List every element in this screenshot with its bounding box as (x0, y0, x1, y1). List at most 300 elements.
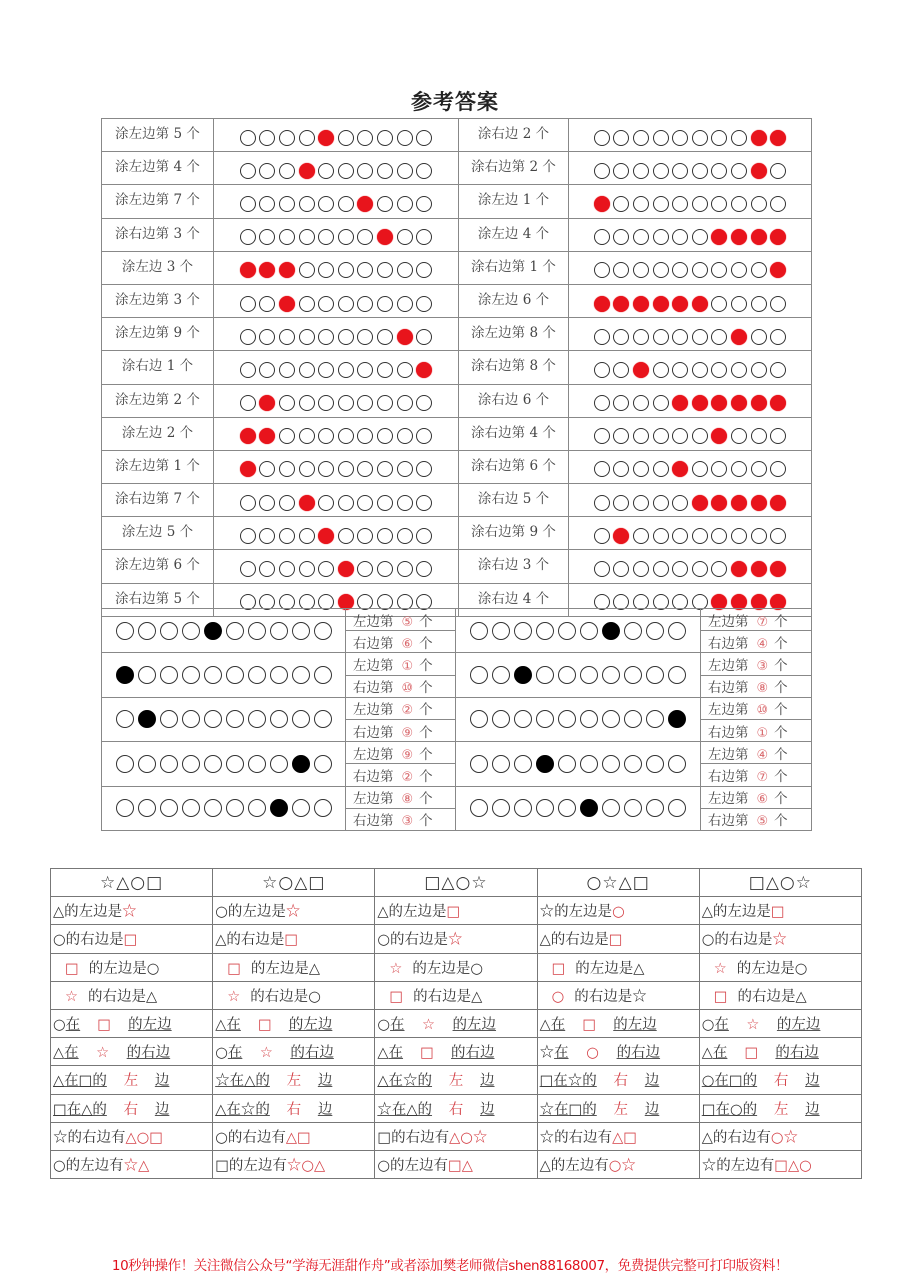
instruction-label: 涂右边 4 个 (459, 583, 569, 616)
filled-black-circle-icon (668, 710, 686, 728)
answer-word: 左 (448, 1073, 464, 1090)
empty-circle-icon (279, 561, 295, 577)
empty-circle-icon (240, 329, 256, 345)
statement-text: △在□的 (53, 1073, 107, 1090)
instruction-label: 涂左边第 5 个 (102, 119, 214, 152)
empty-circle-icon (226, 755, 244, 773)
empty-circle-icon (751, 428, 767, 444)
empty-circle-icon (711, 561, 727, 577)
statement-text: 在 (554, 1045, 569, 1062)
statement-text: 的右边是 (88, 988, 146, 1005)
filled-red-circle-icon (770, 561, 786, 577)
empty-circle-icon (646, 755, 664, 773)
circle-row (456, 786, 701, 830)
position-label (701, 808, 812, 830)
empty-circle-icon (770, 461, 786, 477)
shape-statement (51, 1150, 213, 1178)
empty-circle-icon (279, 461, 295, 477)
empty-circle-icon (116, 710, 134, 728)
statement-text: 的右边 (616, 1045, 661, 1062)
answer-word: 左 (286, 1073, 302, 1090)
instruction-label: 涂右边第 7 个 (102, 484, 214, 517)
shape-statement (213, 1038, 375, 1066)
position-suffix: 个 (774, 791, 788, 808)
empty-circle-icon (731, 461, 747, 477)
filled-red-circle-icon (653, 296, 669, 312)
empty-circle-icon (338, 461, 354, 477)
statement-text: 的左边 (288, 1017, 333, 1034)
empty-circle-icon (377, 461, 393, 477)
answer-word: 右 (613, 1073, 629, 1090)
answer-word: 左 (773, 1101, 789, 1118)
empty-circle-icon (299, 196, 315, 212)
shape-statement (537, 897, 699, 925)
circle-row (214, 351, 459, 384)
empty-circle-icon (270, 666, 288, 684)
statement-text: 在 (227, 1045, 243, 1062)
empty-circle-icon (377, 296, 393, 312)
empty-circle-icon (613, 428, 629, 444)
circle-row (569, 251, 812, 284)
shape-statement (699, 981, 861, 1009)
empty-circle-icon (492, 755, 510, 773)
shape-icon: △ (377, 904, 389, 921)
empty-circle-icon (279, 196, 295, 212)
empty-circle-icon (633, 428, 649, 444)
statement-text: 的右边有 (227, 1129, 286, 1146)
instruction-label: 涂右边第 4 个 (459, 417, 569, 450)
filled-red-circle-icon (259, 428, 275, 444)
empty-circle-icon (314, 622, 332, 640)
table-row (51, 1066, 862, 1094)
answer-shape: □ (257, 1017, 272, 1034)
shape-statement (375, 953, 537, 981)
filled-red-circle-icon (731, 329, 747, 345)
statement-text: 边 (644, 1073, 660, 1090)
empty-circle-icon (672, 229, 688, 245)
empty-circle-icon (270, 622, 288, 640)
position-prefix: 右边第 (708, 813, 749, 830)
empty-circle-icon (711, 196, 727, 212)
circle-row (569, 517, 812, 550)
answer-shape: □ (608, 932, 623, 949)
circle-row (214, 284, 459, 317)
empty-circle-icon (182, 622, 200, 640)
shape-icon: △ (701, 1129, 713, 1146)
position-label (701, 742, 812, 764)
filled-red-circle-icon (770, 229, 786, 245)
shape-statement (213, 953, 375, 981)
statement-text: 边 (480, 1101, 495, 1118)
answer-shape: ☆ (746, 1017, 760, 1034)
circle-row (102, 697, 346, 741)
empty-circle-icon (160, 710, 178, 728)
instruction-label: 涂左边第 7 个 (102, 185, 214, 218)
answer-shape: □ (389, 988, 404, 1005)
answer-shape: □ (582, 1017, 597, 1034)
circle-row (456, 742, 701, 786)
empty-circle-icon (397, 528, 413, 544)
answer-word: 右 (448, 1101, 464, 1118)
empty-circle-icon (672, 561, 688, 577)
table-row (51, 1150, 862, 1178)
circle-row (214, 251, 459, 284)
shape-statement (537, 1150, 699, 1178)
filled-red-circle-icon (416, 362, 432, 378)
position-prefix: 左边第 (708, 613, 749, 630)
shape-statement (213, 897, 375, 925)
empty-circle-icon (357, 395, 373, 411)
empty-circle-icon (240, 561, 256, 577)
position-prefix: 左边第 (353, 791, 394, 808)
circle-row (569, 318, 812, 351)
shape-statement (699, 925, 861, 953)
answer-shape: ☆ (65, 988, 78, 1005)
filled-red-circle-icon (751, 163, 767, 179)
empty-circle-icon (204, 755, 222, 773)
empty-circle-icon (613, 329, 629, 345)
statement-text: 的左边有 (716, 1157, 775, 1174)
empty-circle-icon (668, 755, 686, 773)
answer-shape: ☆△ (123, 1157, 150, 1174)
circle-row (214, 318, 459, 351)
answer-shape: □ (744, 1045, 759, 1062)
circle-row (102, 653, 346, 697)
empty-circle-icon (751, 528, 767, 544)
empty-circle-icon (299, 362, 315, 378)
filled-red-circle-icon (633, 362, 649, 378)
empty-circle-icon (279, 329, 295, 345)
shape-statement (51, 897, 213, 925)
shape-statement (537, 1122, 699, 1150)
statement-text: 的左边有 (228, 1157, 287, 1174)
empty-circle-icon (653, 329, 669, 345)
position-suffix: 个 (774, 746, 788, 763)
empty-circle-icon (672, 262, 688, 278)
empty-circle-icon (318, 362, 334, 378)
answer-word: 左 (123, 1073, 139, 1090)
answer-shape: □ (551, 960, 566, 977)
answer-shape: □ (713, 988, 728, 1005)
empty-circle-icon (692, 229, 708, 245)
empty-circle-icon (558, 622, 576, 640)
answer-shape: ○☆ (770, 1129, 799, 1146)
statement-text: 的右边有 (67, 1129, 126, 1146)
circled-number-answer: ⑦ (756, 769, 769, 785)
empty-circle-icon (138, 666, 156, 684)
empty-circle-icon (672, 163, 688, 179)
shape-icon: △ (539, 1017, 551, 1034)
empty-circle-icon (692, 461, 708, 477)
position-prefix: 右边第 (353, 635, 394, 652)
empty-circle-icon (357, 296, 373, 312)
empty-circle-icon (248, 622, 266, 640)
filled-red-circle-icon (711, 395, 727, 411)
empty-circle-icon (416, 130, 432, 146)
circle-row (214, 218, 459, 251)
empty-circle-icon (377, 395, 393, 411)
empty-circle-icon (692, 130, 708, 146)
answer-shape: ☆○△ (286, 1157, 326, 1174)
position-label (701, 697, 812, 719)
empty-circle-icon (204, 666, 222, 684)
statement-text: 的左边是 (227, 904, 286, 921)
empty-circle-icon (338, 428, 354, 444)
empty-circle-icon (672, 362, 688, 378)
instruction-label: 涂左边第 2 个 (102, 384, 214, 417)
empty-circle-icon (653, 130, 669, 146)
empty-circle-icon (299, 561, 315, 577)
statement-text: 的右边有 (712, 1129, 771, 1146)
answer-word: 右 (773, 1073, 789, 1090)
shape-statement (51, 953, 213, 981)
shape-icon: △ (215, 932, 227, 949)
empty-circle-icon (692, 163, 708, 179)
empty-circle-icon (536, 799, 554, 817)
shape-statement (213, 925, 375, 953)
table-row (102, 609, 812, 631)
shape-icon: △ (701, 1045, 713, 1062)
table-row (51, 897, 862, 925)
instruction-label: 涂左边 1 个 (459, 185, 569, 218)
empty-circle-icon (594, 130, 610, 146)
instruction-label: 涂右边 3 个 (459, 550, 569, 583)
empty-circle-icon (594, 163, 610, 179)
shape-statement (375, 897, 537, 925)
shape-icon: △ (471, 988, 483, 1005)
answer-shape: □ (97, 1017, 111, 1034)
empty-circle-icon (653, 561, 669, 577)
empty-circle-icon (751, 461, 767, 477)
circled-number-answer: ⑥ (401, 636, 414, 652)
shape-icon: ○ (377, 1017, 391, 1034)
empty-circle-icon (240, 528, 256, 544)
empty-circle-icon (357, 428, 373, 444)
circle-row (569, 185, 812, 218)
answer-shape: □ (227, 960, 241, 977)
empty-circle-icon (613, 229, 629, 245)
circle-row (456, 609, 701, 653)
empty-circle-icon (514, 799, 532, 817)
empty-circle-icon (633, 461, 649, 477)
shape-statement (51, 1094, 213, 1122)
empty-circle-icon (624, 622, 642, 640)
statement-text: 边 (154, 1101, 170, 1118)
empty-circle-icon (397, 461, 413, 477)
empty-circle-icon (357, 262, 373, 278)
empty-circle-icon (633, 528, 649, 544)
filled-red-circle-icon (770, 495, 786, 511)
instruction-label: 涂左边 5 个 (102, 517, 214, 550)
shape-statement (537, 981, 699, 1009)
answer-shape: ○ (551, 988, 565, 1005)
circle-row (569, 152, 812, 185)
answer-shape: ☆ (772, 932, 787, 949)
empty-circle-icon (397, 428, 413, 444)
table-row (102, 218, 812, 251)
shape-statement (699, 1122, 861, 1150)
empty-circle-icon (318, 395, 334, 411)
empty-circle-icon (240, 296, 256, 312)
table-row (102, 119, 812, 152)
empty-circle-icon (653, 229, 669, 245)
statement-text: ☆在□的 (539, 1101, 597, 1118)
shape-sequence-header: ☆○△□ (213, 869, 375, 897)
statement-text: 在 (390, 1017, 405, 1034)
table-row (102, 697, 812, 719)
circled-number-answer: ③ (756, 658, 769, 674)
empty-circle-icon (653, 262, 669, 278)
empty-circle-icon (416, 528, 432, 544)
empty-circle-icon (318, 163, 334, 179)
instruction-label: 涂右边第 6 个 (459, 450, 569, 483)
position-label (346, 786, 456, 808)
empty-circle-icon (731, 262, 747, 278)
answer-shape: ○☆ (608, 1157, 636, 1174)
empty-circle-icon (160, 755, 178, 773)
empty-circle-icon (338, 329, 354, 345)
empty-circle-icon (338, 362, 354, 378)
position-label (346, 609, 456, 631)
empty-circle-icon (602, 666, 620, 684)
empty-circle-icon (470, 622, 488, 640)
circled-number-answer: ⑧ (401, 792, 414, 808)
shape-statement (213, 1150, 375, 1178)
empty-circle-icon (357, 561, 373, 577)
position-suffix: 个 (419, 635, 433, 652)
shape-statement (699, 1038, 861, 1066)
shape-statement (51, 1038, 213, 1066)
empty-circle-icon (646, 799, 664, 817)
empty-circle-icon (594, 495, 610, 511)
empty-circle-icon (711, 163, 727, 179)
answer-shape: □ (770, 904, 785, 921)
shape-icon: △ (377, 1045, 389, 1062)
filled-red-circle-icon (613, 296, 629, 312)
table-row (51, 925, 862, 953)
table-row (51, 1009, 862, 1037)
circled-number-answer: ① (401, 658, 414, 674)
position-label (346, 764, 456, 786)
empty-circle-icon (299, 329, 315, 345)
empty-circle-icon (240, 362, 256, 378)
shape-icon: ○ (377, 932, 391, 949)
filled-red-circle-icon (240, 262, 256, 278)
empty-circle-icon (338, 296, 354, 312)
shape-icon: □ (215, 1157, 229, 1174)
filled-red-circle-icon (770, 130, 786, 146)
shape-statement (213, 1066, 375, 1094)
statement-text: 的右边是 (550, 932, 609, 949)
empty-circle-icon (613, 495, 629, 511)
statement-text: 的左边是 (575, 960, 634, 977)
empty-circle-icon (633, 495, 649, 511)
empty-circle-icon (653, 528, 669, 544)
shape-icon: ○ (146, 960, 160, 977)
statement-text: 的右边 (126, 1045, 171, 1062)
answer-shape: ☆ (448, 932, 463, 949)
answer-word: 右 (123, 1101, 139, 1118)
empty-circle-icon (279, 495, 295, 511)
empty-circle-icon (514, 622, 532, 640)
empty-circle-icon (751, 296, 767, 312)
empty-circle-icon (602, 710, 620, 728)
statement-text: 的左边是 (88, 960, 147, 977)
empty-circle-icon (279, 229, 295, 245)
answer-shape: △○☆ (449, 1129, 488, 1146)
instruction-label: 涂左边第 8 个 (459, 318, 569, 351)
circled-number-answer: ④ (756, 636, 769, 652)
instruction-label: 涂左边第 9 个 (102, 318, 214, 351)
empty-circle-icon (602, 799, 620, 817)
shape-statement (375, 981, 537, 1009)
empty-circle-icon (770, 329, 786, 345)
empty-circle-icon (668, 666, 686, 684)
table-row (102, 653, 812, 675)
empty-circle-icon (357, 528, 373, 544)
shape-statement (51, 1066, 213, 1094)
filled-black-circle-icon (116, 666, 134, 684)
instruction-label: 涂左边第 1 个 (102, 450, 214, 483)
empty-circle-icon (594, 229, 610, 245)
statement-text: 边 (644, 1101, 660, 1118)
position-suffix: 个 (774, 635, 788, 652)
position-prefix: 左边第 (708, 791, 749, 808)
filled-red-circle-icon (259, 395, 275, 411)
table-row (51, 1038, 862, 1066)
circled-number-answer: ⑧ (756, 681, 769, 697)
shape-statement (699, 1066, 861, 1094)
empty-circle-icon (633, 561, 649, 577)
circled-number-answer: ⑩ (756, 703, 769, 719)
empty-circle-icon (299, 528, 315, 544)
shape-statement (375, 1066, 537, 1094)
empty-circle-icon (292, 622, 310, 640)
answer-shape: □ (123, 932, 138, 949)
empty-circle-icon (299, 395, 315, 411)
empty-circle-icon (580, 755, 598, 773)
position-label (701, 786, 812, 808)
empty-circle-icon (711, 130, 727, 146)
empty-circle-icon (416, 428, 432, 444)
table-row (102, 284, 812, 317)
filled-red-circle-icon (279, 296, 295, 312)
filled-black-circle-icon (514, 666, 532, 684)
empty-circle-icon (470, 710, 488, 728)
position-prefix: 左边第 (353, 746, 394, 763)
empty-circle-icon (416, 561, 432, 577)
empty-circle-icon (580, 666, 598, 684)
filled-red-circle-icon (240, 461, 256, 477)
shape-statement (51, 925, 213, 953)
shape-icon: ☆ (539, 1129, 555, 1146)
position-prefix: 右边第 (708, 680, 749, 697)
circle-row (569, 450, 812, 483)
empty-circle-icon (416, 329, 432, 345)
empty-circle-icon (594, 362, 610, 378)
circle-row (569, 119, 812, 152)
table-row (102, 251, 812, 284)
empty-circle-icon (377, 196, 393, 212)
circled-number-answer: ② (401, 703, 414, 719)
empty-circle-icon (259, 163, 275, 179)
statement-text: 的右边有 (554, 1129, 613, 1146)
empty-circle-icon (318, 196, 334, 212)
statement-text: 的右边是 (65, 932, 124, 949)
statement-text: 的左边 (776, 1017, 821, 1034)
empty-circle-icon (318, 428, 334, 444)
filled-red-circle-icon (279, 262, 295, 278)
